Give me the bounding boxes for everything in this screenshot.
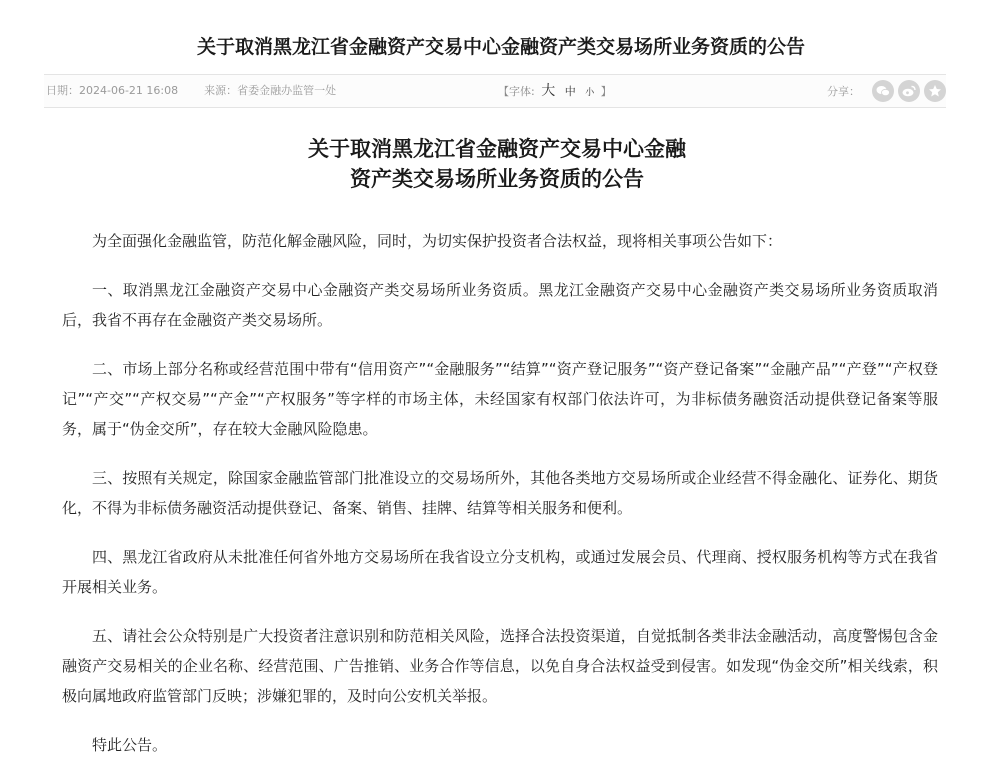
font-size-small-button[interactable]: 小 (585, 88, 595, 98)
document-title (0, 134, 994, 194)
paragraph-item-5: 五、请社会公众特别是广大投资者注意识别和防范相关风险，选择合法投资渠道，自觉抵制各类非法金融活动，高度警惕包含金融资产交易相关的企业名称、经营范围、广告推销、业务合作等信息，以免自身合法权益受到侵害。如发现“伪金交所”相关线索，积极向属地政府监管部门反映；涉嫌犯罪的，及时向公安机关举报。 (62, 627, 938, 705)
article-source: 来源：省委金融办监管一处 (204, 84, 337, 97)
document-title-line2: 资产类交易场所业务资质的公告 (350, 167, 644, 191)
document-title-line1: 关于取消黑龙江省金融资产交易中心金融 (308, 137, 686, 161)
share-label: 分享： (827, 85, 860, 98)
wechat-icon[interactable] (872, 80, 894, 102)
meta-info (46, 75, 336, 107)
font-size-control (498, 75, 612, 107)
paragraph-item-2: 二、市场上部分名称或经营范围中带有“信用资产”“金融服务”“结算”“资产登记服务”“资产登记备案”“金融产品”“产登”“产权登记”“产交”“产权交易”“产金”“产权服务”等字样的市场主体，未经国家有权部门依法许可，为非标债务融资活动提供登记备案等服务，属于“伪金交所”，存在较大金融风险隐患。 (62, 360, 938, 438)
document-body (62, 226, 938, 779)
paragraph-closing: 特此公告。 (92, 736, 168, 754)
font-size-prefix: 【字体: (498, 85, 535, 98)
publish-date: 日期：2024-06-21 16:08 (46, 84, 179, 97)
paragraph-intro: 为全面强化金融监管，防范化解金融风险，同时，为切实保护投资者合法权益，现将相关事项公告如下： (92, 232, 783, 250)
page-title: 关于取消黑龙江省金融资产交易中心金融资产类交易场所业务资质的公告 (196, 36, 805, 58)
favorite-icon[interactable] (924, 80, 946, 102)
font-size-suffix: 】 (600, 85, 612, 98)
font-size-medium-button[interactable]: 中 (564, 85, 576, 98)
paragraph-item-3: 三、按照有关规定，除国家金融监管部门批准设立的交易场所外，其他各类地方交易场所或企业经营不得金融化、证券化、期货化，不得为非标债务融资活动提供登记、备案、销售、挂牌、结算等相关服务和便利。 (62, 469, 938, 517)
article-meta-bar (44, 74, 946, 108)
share-bar (827, 75, 946, 107)
font-size-large-button[interactable]: 大 (541, 83, 556, 99)
paragraph-item-1: 一、取消黑龙江金融资产交易中心金融资产类交易场所业务资质。黑龙江金融资产交易中心金融资产类交易场所业务资质取消后，我省不再存在金融资产类交易场所。 (62, 281, 938, 329)
weibo-icon[interactable] (898, 80, 920, 102)
paragraph-item-4: 四、黑龙江省政府从未批准任何省外地方交易场所在我省设立分支机构，或通过发展会员、代理商、授权服务机构等方式在我省开展相关业务。 (62, 548, 938, 596)
